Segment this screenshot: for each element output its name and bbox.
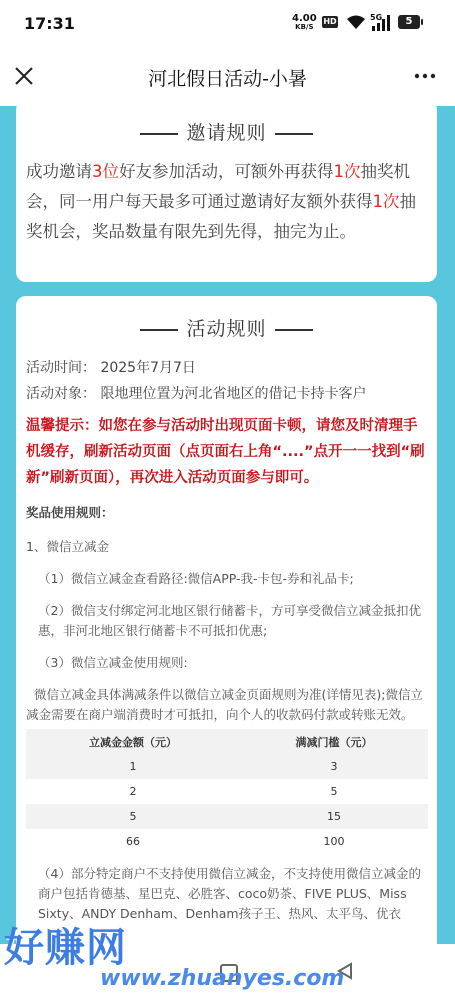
prize-item-1-3: （3）微信立减金使用规则:: [38, 655, 188, 670]
table-header-row: [26, 729, 428, 754]
page-title: 河北假日活动-小暑: [148, 68, 307, 90]
net-label: 5G: [370, 13, 383, 22]
prize-item-1-3-text: 微信立减金具体满减条件以微信立减金页面规则为准(详情见表);微信立减金需要在商户端消费时才可抵扣，向个人的收款码付款或转账无效。: [26, 687, 423, 722]
invite-rules-card: [16, 106, 437, 282]
table-row: 66 100: [126, 835, 345, 848]
prize-item-1-1: （1）微信立减金查看路径:微信APP-我-卡包-券和礼品卡;: [38, 571, 354, 586]
prize-item-1: 1、微信立减金: [26, 539, 109, 554]
status-bar: [0, 0, 455, 48]
nav-bar: [0, 48, 455, 106]
status-time: 17:31: [24, 14, 75, 33]
speed-value: 4.00: [292, 13, 317, 24]
more-icon[interactable]: [410, 62, 440, 90]
wifi-icon: [346, 14, 366, 34]
discount-table: [26, 729, 428, 854]
prize-item-1-2: （2）微信支付绑定河北地区银行储蓄卡，方可享受微信立减金抵扣优惠，非河北地区银行储蓄卡不可抵扣优惠;: [38, 603, 421, 638]
activity-rules-title: [16, 296, 437, 341]
activity-target: 活动对象： 限地理位置为河北省地区的借记卡持卡客户: [26, 386, 367, 402]
invite-title-text: 邀请规则: [186, 122, 267, 144]
invite-rules-title: [16, 106, 437, 145]
table-header: 满减门槛（元）: [240, 729, 428, 754]
signal-icon: [370, 12, 394, 36]
speed-unit: KB/S: [295, 23, 314, 31]
watermark-url: www.zhuanyes.com: [100, 966, 345, 991]
activity-rules-card: [16, 296, 437, 944]
page-content[interactable]: [0, 106, 455, 944]
network-speed: [292, 14, 317, 32]
battery-icon: 5: [398, 15, 420, 29]
table-row: 1 3: [26, 754, 428, 779]
prize-item-1-4: （4）部分特定商户不支持使用微信立减金，不支持使用微信立减金的商户包括肯德基、星巴克、必胜客、coco奶茶、FIVE PLUS、Miss Sixty、ANDY Denham、Denham孩子王、热风、太平鸟、优衣: [38, 866, 421, 921]
activity-time: 活动时间： 2025年7月7日: [26, 360, 196, 376]
table-header: 立减金金额（元）: [26, 729, 240, 754]
table-row: 5 15: [26, 804, 428, 829]
rules-title-text: 活动规则: [186, 318, 267, 340]
table-row: 2 5: [129, 785, 338, 798]
watermark-logo: 好赚网: [4, 925, 127, 971]
invite-rules-text: 成功邀请3位好友参加活动，可额外再获得1次抽奖机会，同一用户每天最多可通过邀请好友额外获得1次抽奖机会，奖品数量有限先到先得，抽完为止。: [26, 162, 416, 241]
hd-icon: HD: [323, 17, 337, 26]
prize-rules-title: 奖品使用规则：: [26, 505, 114, 520]
warning-tip: 温馨提示：如您在参与活动时出现页面卡顿，请您及时清理手机缓存，刷新活动页面（点页面右上角“....”点开一一找到“刷新”刷新页面），再次进入活动页面参与即可。: [26, 418, 425, 486]
